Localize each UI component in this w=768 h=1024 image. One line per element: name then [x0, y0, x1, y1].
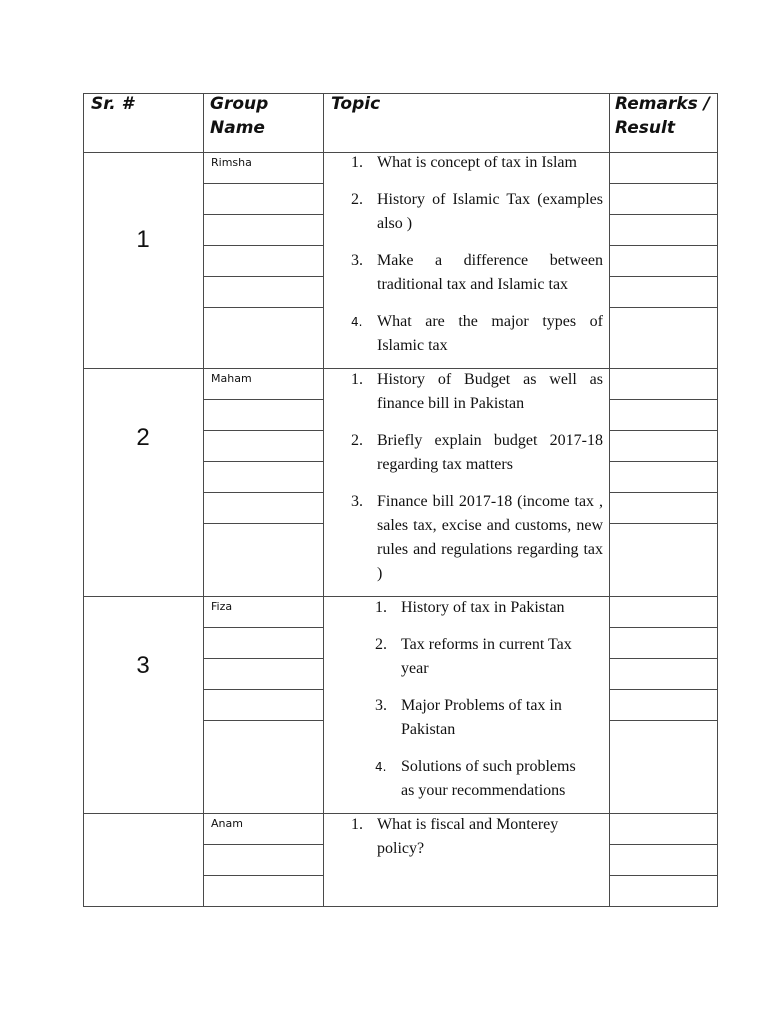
- header-remarks: Remarks / Result: [615, 94, 710, 138]
- topic-number: 1.: [351, 816, 363, 833]
- topic-item: [351, 151, 603, 175]
- grid-line: [609, 399, 718, 400]
- topic-item: [351, 368, 603, 416]
- grid-line: [609, 658, 718, 659]
- serial-number: 1: [136, 226, 150, 253]
- grid-line: [609, 720, 718, 721]
- grid-line: [203, 276, 324, 277]
- grid-line: [203, 627, 324, 628]
- grid-line: [323, 93, 324, 907]
- grid-line: [609, 214, 718, 215]
- topic-number: 1.: [375, 599, 387, 616]
- topic-list: [351, 151, 603, 371]
- grid-line: [609, 627, 718, 628]
- topic-number: 2.: [375, 636, 387, 653]
- topic-item: [351, 429, 603, 477]
- topic-number: 1.: [351, 154, 363, 171]
- topic-text: History of Budget as well as finance bill in Pakistan: [377, 371, 603, 412]
- grid-line: [203, 307, 324, 308]
- topic-item: [351, 188, 603, 236]
- topic-list: [351, 813, 591, 874]
- grid-line: [609, 93, 610, 907]
- topic-number: 1.: [351, 371, 363, 388]
- grid-line: [609, 307, 718, 308]
- grid-line: [203, 844, 324, 845]
- grid-line: [203, 430, 324, 431]
- grid-line: [609, 183, 718, 184]
- topic-text: Make a difference between traditional tax and Islamic tax: [377, 252, 603, 293]
- topic-text: What is concept of tax in Islam: [377, 154, 577, 171]
- topic-number: 3.: [351, 493, 363, 510]
- grid-line: [609, 461, 718, 462]
- grid-line: [609, 276, 718, 277]
- grid-line: [203, 399, 324, 400]
- grid-line: [203, 93, 204, 907]
- grid-line: [203, 689, 324, 690]
- topic-item: [375, 633, 590, 681]
- topic-item: [375, 596, 590, 620]
- topic-text: Briefly explain budget 2017-18 regarding tax matters: [377, 432, 603, 473]
- topic-list: [375, 596, 590, 816]
- grid-line: [83, 906, 718, 907]
- group-member-name: Fiza: [211, 600, 233, 613]
- topic-text: What is fiscal and Monterey policy?: [377, 816, 559, 857]
- grid-line: [83, 93, 84, 907]
- header-group-name: Group Name: [210, 94, 269, 138]
- topic-item: [351, 813, 591, 861]
- grid-line: [609, 523, 718, 524]
- topic-list: [351, 368, 603, 599]
- grid-line: [203, 461, 324, 462]
- header-sr: Sr. #: [91, 94, 134, 114]
- grid-line: [609, 245, 718, 246]
- grid-line: [203, 658, 324, 659]
- grid-line: [717, 93, 718, 907]
- topic-item: [375, 694, 590, 742]
- topic-number: 4.: [375, 760, 387, 774]
- grid-line: [203, 214, 324, 215]
- grid-line: [609, 875, 718, 876]
- topic-number: 3.: [351, 252, 363, 269]
- topic-text: History of tax in Pakistan: [401, 599, 565, 616]
- header-topic: Topic: [331, 94, 381, 114]
- grid-line: [609, 492, 718, 493]
- group-member-name: Anam: [211, 817, 243, 830]
- serial-number: 3: [136, 652, 150, 679]
- serial-number: 2: [136, 424, 150, 451]
- grid-line: [609, 689, 718, 690]
- grid-line: [203, 492, 324, 493]
- topic-item: [351, 249, 603, 297]
- topic-item: [375, 755, 590, 803]
- topic-number: 2.: [351, 432, 363, 449]
- topic-text: Solutions of such problems as your recommendations: [401, 758, 576, 799]
- grid-line: [203, 523, 324, 524]
- topic-text: History of Islamic Tax (examples also ): [377, 191, 603, 232]
- topic-item: [351, 310, 603, 358]
- topic-text: Finance bill 2017-18 (income tax , sales tax, excise and customs, new rules and regulations regarding tax ): [377, 493, 603, 582]
- topic-text: What are the major types of Islamic tax: [377, 313, 603, 354]
- topic-number: 2.: [351, 191, 363, 208]
- grid-line: [203, 183, 324, 184]
- topic-text: Tax reforms in current Tax year: [401, 636, 572, 677]
- topic-number: 4.: [351, 315, 363, 329]
- group-member-name: Maham: [211, 372, 252, 385]
- group-member-name: Rimsha: [211, 156, 252, 169]
- grid-line: [609, 844, 718, 845]
- grid-line: [609, 430, 718, 431]
- grid-line: [203, 720, 324, 721]
- topic-text: Major Problems of tax in Pakistan: [401, 697, 562, 738]
- topic-item: [351, 490, 603, 586]
- grid-line: [203, 875, 324, 876]
- topic-number: 3.: [375, 697, 387, 714]
- grid-line: [203, 245, 324, 246]
